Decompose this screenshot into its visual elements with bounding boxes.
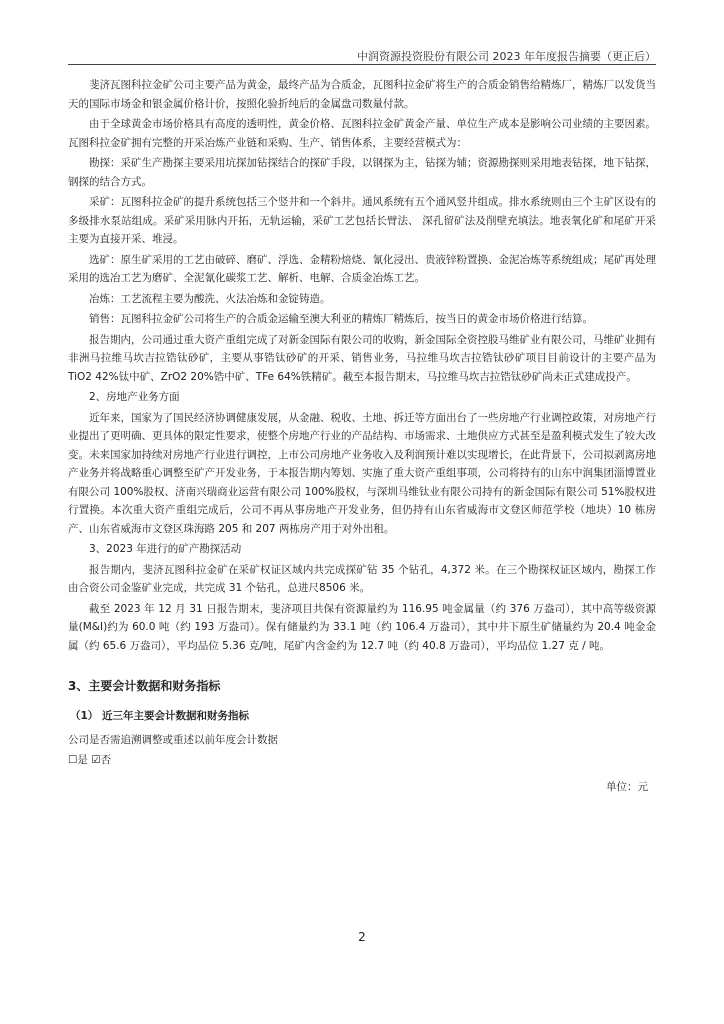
paragraph-beneficiation: 选矿：原生矿采用的工艺由破碎、磨矿、浮选、金精粉焙烧、氰化浸出、贵液锌粉置换、金泥冶炼等系统组成；尾矿再处理采用的选冶工艺为磨矿、全泥氰化碳浆工艺、解析、电解、合质金冶炼工艺。 [68,253,656,284]
paragraph-sales: 销售：瓦图科拉金矿公司将生产的合质金运输至澳大利亚的精炼厂精炼后，按当日的黄金市场价格进行结算。 [89,313,593,325]
main-content [68,76,656,794]
heading-real-estate: 2、房地产业务方面 [89,391,180,403]
paragraph-exploration: 勘探：采矿生产勘探主要采用坑探加钻探结合的探矿手段，以钢探为主，钻探为辅；资源勘探则采用地表钻探，地下钻探，钢探的结合方式。 [68,157,656,188]
section-title: 3、主要会计数据和财务指标 [68,679,221,693]
heading-exploration-activities: 3、2023 年进行的矿产勘探活动 [89,543,242,555]
paragraph-smelting: 冶炼：工艺流程主要为酸洗、火法冶炼和金锭铸造。 [89,292,331,305]
paragraph-acquisition: 报告期内，公司通过重大资产重组完成了对新金国际有限公司的收购，新金国际全资控股马维矿业有限公司，马维矿业拥有非洲马拉维马坎吉拉锆钛砂矿，主要从事锆钛砂矿的开采、销售业务，马拉维马坎吉拉锆钛砂矿项目目前设计的主要产品为 TiO2 42%钛中矿、ZrO2 20%锆中矿、TFe 64%铁精矿。截至本报告期末，马拉维马坎吉拉锆钛砂矿尚未正式建成投产。 [68,333,656,383]
header-divider [68,64,656,65]
paragraph-mining: 采矿：瓦图科拉金矿的提升系统包括三个竖井和一个斜井。通风系统有五个通风竖井组成。排水系统则由三个主矿区设有的多级排水泵站组成。采矿采用脉内开拓，无轨运输，采矿工艺包括长臂法、 深孔留矿法及削壁充填法。地表氧化矿和尾矿开采主要为直接开采、堆浸。 [68,196,656,245]
restatement-question: 公司是否需追溯调整或重述以前年度会计数据 [68,734,278,746]
page-header: 中润资源投资股份有限公司 2023 年年度报告摘要（更正后） [357,50,656,63]
subsection-title: （1） 近三年主要会计数据和财务指标 [70,710,249,722]
restatement-choice: ☐是 ☑否 [68,754,112,766]
paragraph-real-estate: 近年来，国家为了国民经济协调健康发展，从金融、税收、土地、拆迁等方面出台了一些房地产行业调控政策，对房地产行业提出了更明确、更具体的限定性要求，使整个房地产行业的产品结构、市场需求、土地供应方式甚至是盈利模式发生了较大改变。未来国家加持续对房地产行业进行调控，上市公司房地产业务收入及利润预计难以实现增长，在此背景下，公司拟剥离房地产业务并将战略重心调整至矿产开发业务，于本报告期内筹划、实施了重大资产重组事项，公司将持有的山东中润集团淄博置业有限公司 100%股权、济南兴瑞商业运营有限公司 100%股权，与深圳马维钛业有限公司持有的新金国际有限公司 51%股权进行置换。本次重大资产重组完成后，公司不再从事房地产开发业务，但仍持有山东省威海市文登区师范学校（地块）10 栋房产、山东省威海市文登区珠海路 205 和 207 两栋房产用于对外出租。 [68,411,656,535]
unit-label: 单位：元 [606,781,648,793]
page-number: 2 [358,930,366,944]
paragraph-product-sales: 斐济瓦图科拉金矿公司主要产品为黄金，最终产品为合质金，瓦图科拉金矿将生产的合质金销售给精炼厂，精炼厂以发货当天的国际市场金和银金属价格计价，按照化验折纯后的金属盘司数量付款。 [68,79,656,110]
paragraph-drilling: 报告期内，斐济瓦图科拉金矿在采矿权证区域内共完成探矿钻 35 个钻孔，4,372 米。在三个勘探权证区域内，勘探工作由合资公司金鉴矿业完成，共完成 31 个钻孔，总进尺8506 米。 [68,563,656,594]
paragraph-resources: 截至 2023 年 12 月 31 日报告期末，斐济项目共保有资源量约为 116.95 吨金属量（约 376 万盎司），其中高等级资源量(M&I)约为 60.0 吨（约 193 万盎司）。保有储量约为 33.1 吨（约 106.4 万盎司），其中井下原生矿储量约为 20.4 吨金金属（约 65.6 万盎司），平均品位 5.36 克/吨，尾矿内含金约为 12.7 吨（约 40.8 万盎司），平均品位 1.27 克 / 吨。 [68,602,656,652]
paragraph-business-model: 由于全球黄金市场价格具有高度的透明性，黄金价格、瓦图科拉金矿黄金产量、单位生产成本是影响公司业绩的主要因素。瓦图科拉金矿拥有完整的开采冶炼产业链和采购、生产、销售体系，主要经营模式为： [68,118,656,149]
